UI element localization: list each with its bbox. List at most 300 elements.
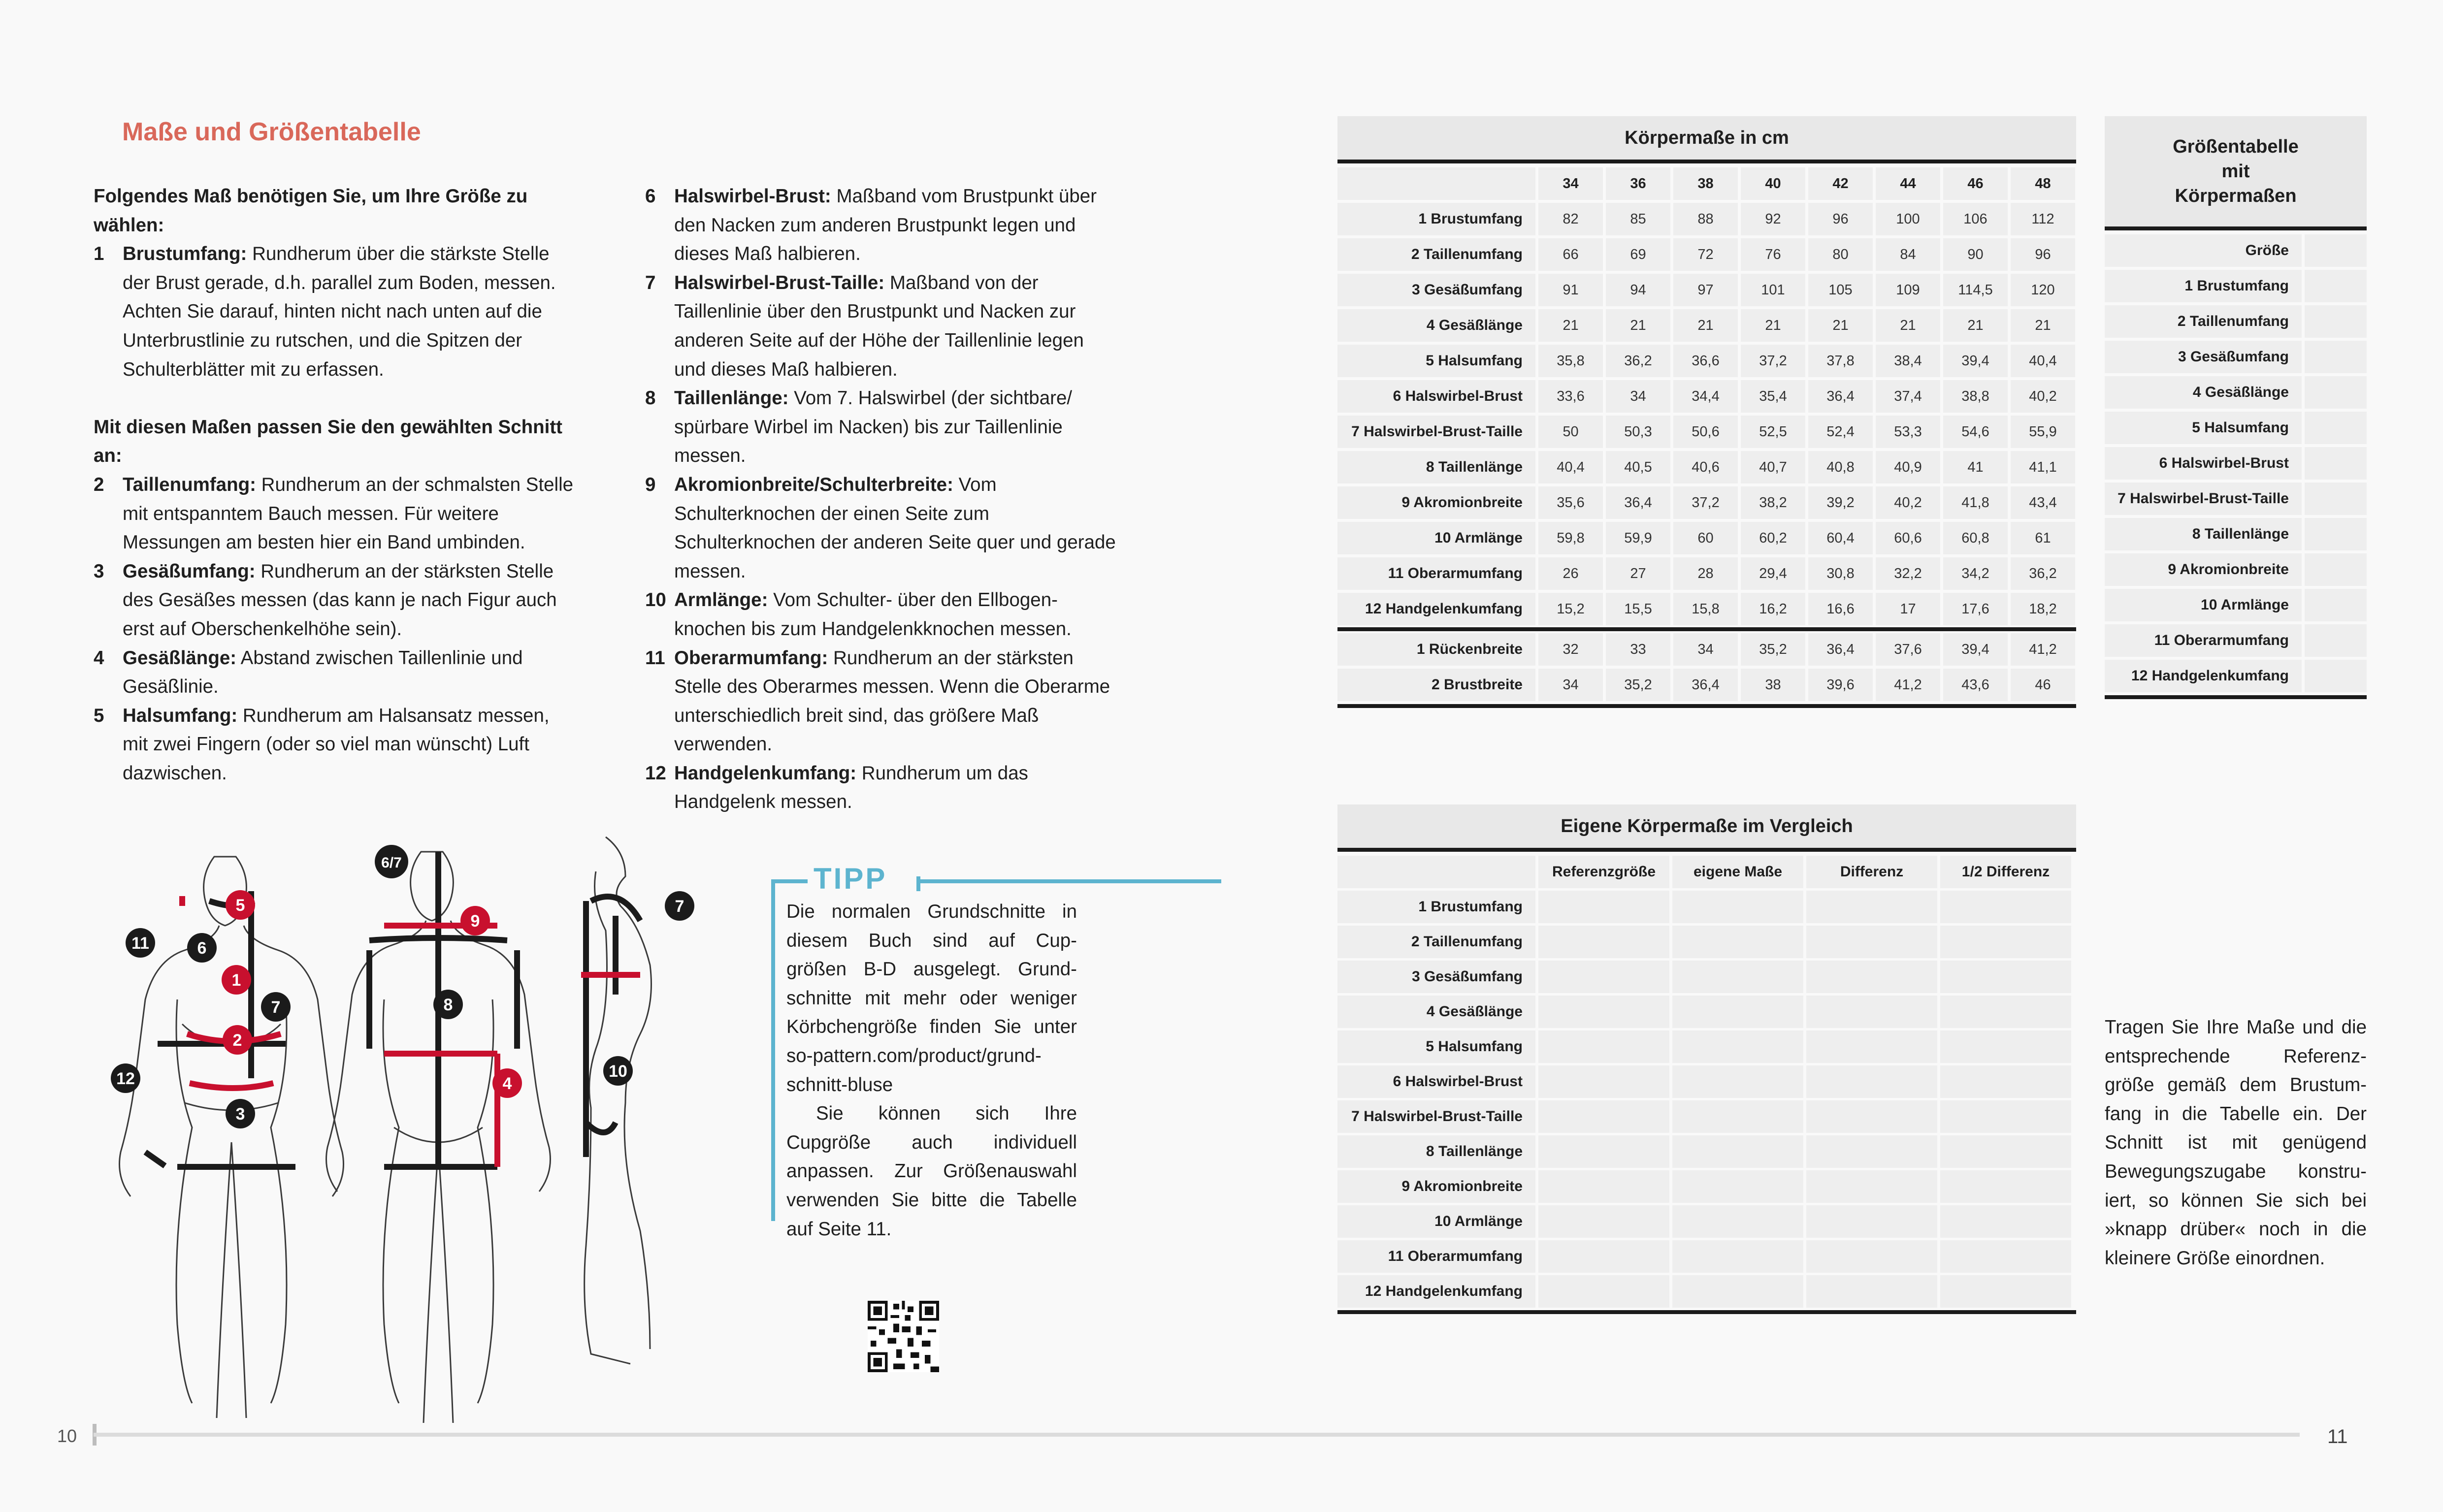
own-size-entry[interactable] [2305,234,2367,267]
compare-entry[interactable] [1672,1135,1803,1168]
measure-description: Rundherum um das Handgelenk messen. [674,762,1028,813]
measure-item [645,269,1118,384]
measure-term: Halsumfang: [123,705,238,726]
row-label: 9 Akromionbreite [1337,1170,1535,1203]
column-left [94,182,576,788]
size-header: 48 [2011,167,2075,200]
svg-text:5: 5 [235,896,245,915]
side-note: Tragen Sie Ihre Maße und die entsprechende Referenz- größe gemäß dem Brustum- fang in die Tabelle ein. Der Schnitt ist mit genügend Bewegungszugabe konstru- iert, so können Sie sich bei »knapp drüber« noch in die kleinere Größe einordnen. [2105,1017,2367,1269]
compare-entry[interactable] [1940,1065,2071,1098]
table-cell: 50,6 [1673,416,1738,448]
table-cell: 27 [1606,557,1670,590]
measure-text [674,586,1118,643]
table-cell: 34 [1538,669,1603,701]
measure-number: 5 [94,705,104,726]
marker-9 [460,906,490,935]
column-right [645,182,1118,817]
intro-size-choice: Folgendes Maß benötigen Sie, um Ihre Größe zu wählen: [94,186,528,236]
compare-entry[interactable] [1940,891,2071,923]
table-cell: 36,4 [1673,669,1738,701]
measure-text [674,759,1118,817]
table-cell: 36,4 [1808,633,1873,666]
table-cell: 17,6 [1943,593,2008,625]
table-cell: 16,6 [1808,593,1873,625]
compare-entry[interactable] [1806,996,1937,1028]
svg-text:2: 2 [232,1031,242,1050]
compare-entry[interactable] [1940,1275,2071,1308]
row-label: 1 Brustumfang [2105,270,2302,302]
measure-item [94,702,576,788]
table-cell: 15,5 [1606,593,1670,625]
row-label: 2 Brustbreite [1337,669,1535,701]
size-header: 44 [1876,167,1940,200]
size-header: 38 [1673,167,1738,200]
row-label: 11 Oberarmumfang [1337,1240,1535,1273]
own-size-entry[interactable] [2305,447,2367,480]
row-label: 5 Halsumfang [1337,345,1535,377]
table-cell: 106 [1943,203,2008,235]
comparison-table [1337,804,2076,1314]
table-cell: 94 [1606,274,1670,306]
table-cell: 36,4 [1606,486,1670,519]
svg-text:9: 9 [470,912,480,931]
tipp-title: TIPP [814,862,887,895]
section-title: Maße und Größentabelle [122,118,421,146]
table-cell: 21 [2011,309,2075,342]
marker-3 [226,1099,255,1128]
table-cell: 59,9 [1606,522,1670,554]
row-label: 7 Halswirbel-Brust-Taille [1337,1100,1535,1133]
measure-item [645,644,1118,759]
compare-entry[interactable] [1940,926,2071,958]
table-cell: 33,6 [1538,380,1603,413]
compare-entry[interactable] [1806,1170,1937,1203]
table-cell: 36,6 [1673,345,1738,377]
table-cell: 35,8 [1538,345,1603,377]
row-label: 6 Halswirbel-Brust [2105,447,2302,480]
row-label: 12 Handgelenkumfang [1337,593,1535,625]
table-cell: 39,4 [1943,633,2008,666]
svg-text:10: 10 [609,1062,627,1081]
table-cell: 35,2 [1606,669,1670,701]
table-cell: 40,4 [2011,345,2075,377]
measure-description: Maßband von der Taillenlinie über den Brustpunkt und Nacken zur anderen Seite auf der Höhe der Taillenlinie legen und dieses Maß halbieren. [674,272,1084,380]
row-label: 9 Akromionbreite [1337,486,1535,519]
own-size-table [2105,116,2367,699]
table-cell: 40,6 [1673,451,1738,483]
table-cell: 15,2 [1538,593,1603,625]
table-cell: 43,4 [2011,486,2075,519]
table-cell: 112 [2011,203,2075,235]
row-label: 12 Handgelenkumfang [2105,660,2302,692]
measure-number: 7 [645,272,656,293]
compare-entry[interactable] [1806,1100,1937,1133]
compare-entry[interactable] [1672,961,1803,993]
own-size-entry[interactable] [2305,305,2367,338]
row-label: 10 Armlänge [1337,522,1535,554]
table-cell: 37,6 [1876,633,1940,666]
svg-text:7: 7 [271,998,281,1017]
table-cell: 15,8 [1673,593,1738,625]
table-cell: 37,2 [1673,486,1738,519]
compare-entry[interactable] [1806,1240,1937,1273]
row-label: 9 Akromionbreite [2105,553,2302,586]
table-cell: 88 [1673,203,1738,235]
table-cell: 72 [1673,238,1738,271]
table-cell: 84 [1876,238,1940,271]
compare-header-blank [1337,856,1535,888]
own-size-entry[interactable] [2305,270,2367,302]
row-label: 4 Gesäßlänge [2105,376,2302,409]
row-label: 11 Oberarmumfang [2105,624,2302,657]
measure-number: 1 [94,243,104,265]
row-label: 5 Halsumfang [1337,1030,1535,1063]
table-cell: 96 [1808,203,1873,235]
row-label: 10 Armlänge [2105,589,2302,621]
page-number-right: 11 [2327,1426,2348,1448]
table-cell: 21 [1876,309,1940,342]
table-cell: 46 [2011,669,2075,701]
measure-number: 4 [94,647,104,669]
table-cell: 76 [1741,238,1805,271]
size-header: 46 [1943,167,2008,200]
table-cell: 91 [1538,274,1603,306]
table-cell: 60,6 [1876,522,1940,554]
own-size-entry[interactable] [2305,660,2367,692]
tipp-text [786,898,1077,1244]
measure-item [94,644,576,702]
compare-header: Differenz [1806,856,1937,888]
row-label: 7 Halswirbel-Brust-Taille [1337,416,1535,448]
table-cell: 52,5 [1741,416,1805,448]
row-label: 2 Taillenumfang [2105,305,2302,338]
row-label: 12 Handgelenkumfang [1337,1275,1535,1308]
row-label: 1 Rückenbreite [1337,633,1535,666]
table-cell: 21 [1808,309,1873,342]
own-size-entry[interactable] [2305,341,2367,373]
compare-entry[interactable] [1538,926,1669,958]
compare-entry[interactable] [1940,1135,2071,1168]
table-cell: 34,2 [1943,557,2008,590]
tipp-paragraph-1: Die normalen Grundschnitte in diesem Buch sind auf Cup- größen B-D ausgelegt. Grund- schnitte mit mehr oder weniger Körbchengröße finden Sie unter so-pattern.com/product/grund- schnitt-bluse [786,901,1077,1095]
table-cell: 38,4 [1876,345,1940,377]
compare-entry[interactable] [1672,1240,1803,1273]
measure-description: Abstand zwischen Taillenlinie und Gesäßlinie. [123,647,523,698]
compare-entry[interactable] [1806,1275,1937,1308]
table-cell: 54,6 [1943,416,2008,448]
table-cell: 40,4 [1538,451,1603,483]
measure-number: 11 [645,647,665,669]
compare-entry[interactable] [1672,926,1803,958]
table-cell: 29,4 [1741,557,1805,590]
row-label: 4 Gesäßlänge [1337,996,1535,1028]
table-cell: 40,2 [2011,380,2075,413]
compare-entry[interactable] [1538,1205,1669,1238]
table-cell: 35,6 [1538,486,1603,519]
measure-text [674,269,1118,384]
compare-entry[interactable] [1940,961,2071,993]
measure-text [123,240,576,384]
table-cell: 32 [1538,633,1603,666]
measure-description: Rundherum an der schmalsten Stelle mit entspanntem Bauch messen. Für weitere Messungen am besten hier ein Band umbinden. [123,474,574,553]
marker-6-7 [375,845,408,878]
compare-entry[interactable] [1538,961,1669,993]
measure-description: Rundherum an der stärksten Stelle des Gesäßes messen (das kann je nach Figur auch erst auf Oberschenkelhöhe sein). [123,560,557,640]
table-cell: 37,2 [1741,345,1805,377]
compare-entry[interactable] [1940,1205,2071,1238]
table-cell: 32,2 [1876,557,1940,590]
compare-header: Referenzgröße [1538,856,1669,888]
compare-entry[interactable] [1940,1170,2071,1203]
svg-text:7: 7 [675,897,684,916]
measure-text [674,182,1118,269]
table-cell: 36,2 [2011,557,2075,590]
compare-entry[interactable] [1672,891,1803,923]
compare-entry[interactable] [1538,1100,1669,1133]
table-cell: 43,6 [1943,669,2008,701]
row-label: 8 Taillenlänge [1337,451,1535,483]
table-cell: 21 [1673,309,1738,342]
marker-12 [111,1063,140,1093]
measure-number: 2 [94,474,104,495]
own-size-entry[interactable] [2305,376,2367,409]
table-cell: 105 [1808,274,1873,306]
table-cell: 41 [1943,451,2008,483]
measure-text [674,644,1118,759]
measure-description: Vom Schulter- über den Ellbogen- knochen bis zum Handgelenkknochen messen. [674,589,1072,640]
table-cell: 92 [1741,203,1805,235]
row-label: 11 Oberarmumfang [1337,557,1535,590]
table-cell: 21 [1538,309,1603,342]
measure-description: Vom Schulterknochen der einen Seite zum Schulterknochen der anderen Seite quer und gerade messen. [674,474,1116,582]
table-cell: 114,5 [1943,274,2008,306]
table-cell: 39,4 [1943,345,2008,377]
intro-adjust: Mit diesen Maßen passen Sie den gewählten Schnitt an: [94,416,562,467]
compare-entry[interactable] [1538,996,1669,1028]
marker-8 [433,990,463,1019]
measure-term: Taillenlänge: [674,387,789,409]
table-cell: 90 [1943,238,2008,271]
table-cell: 120 [2011,274,2075,306]
table-cell: 28 [1673,557,1738,590]
table-separator [1337,627,2076,631]
own-size-entry[interactable] [2305,483,2367,515]
compare-entry[interactable] [1672,1065,1803,1098]
tipp-paragraph-2: Sie können sich Ihre Cupgröße auch individuell anpassen. Zur Größenauswahl verwenden Sie bitte die Tabelle auf Seite 11. [786,1103,1077,1240]
table-end-line [1337,704,2076,708]
row-label: 1 Brustumfang [1337,203,1535,235]
compare-entry[interactable] [1940,996,2071,1028]
own-size-entry[interactable] [2305,624,2367,657]
measure-number: 6 [645,186,656,207]
svg-text:3: 3 [235,1105,245,1124]
table-cell: 40,7 [1741,451,1805,483]
row-label: 8 Taillenlänge [2105,518,2302,550]
compare-entry[interactable] [1672,1100,1803,1133]
compare-entry[interactable] [1672,996,1803,1028]
table-cell: 61 [2011,522,2075,554]
compare-header: eigene Maße [1672,856,1803,888]
table-cell: 41,2 [1876,669,1940,701]
measure-item [645,471,1118,586]
svg-text:8: 8 [443,996,453,1014]
measure-number: 3 [94,560,104,582]
table-cell: 21 [1606,309,1670,342]
table-cell: 36,4 [1808,380,1873,413]
svg-text:6/7: 6/7 [381,855,402,871]
marker-5 [226,890,255,920]
comparison-title: Eigene Körpermaße im Vergleich [1337,804,2076,852]
table-cell: 50 [1538,416,1603,448]
table-cell: 34,4 [1673,380,1738,413]
compare-entry[interactable] [1672,1030,1803,1063]
marker-7-side [665,891,694,921]
measure-item [645,182,1118,269]
svg-text:4: 4 [502,1074,512,1093]
compare-entry[interactable] [1806,926,1937,958]
measure-text [674,471,1118,586]
size-header-blank [1337,167,1535,200]
compare-entry[interactable] [1672,1275,1803,1308]
measure-term: Halswirbel-Brust-Taille: [674,272,885,293]
table-cell: 38,2 [1741,486,1805,519]
measure-text [123,644,576,702]
compare-entry[interactable] [1538,1240,1669,1273]
table-cell: 59,8 [1538,522,1603,554]
marker-11 [126,928,155,958]
own-size-entry[interactable] [2305,553,2367,586]
own-size-entry[interactable] [2305,589,2367,621]
svg-text:11: 11 [131,934,149,953]
svg-text:12: 12 [116,1069,135,1088]
table-cell: 60,8 [1943,522,2008,554]
table-cell: 41,2 [2011,633,2075,666]
measure-description: Rundherum am Halsansatz messen, mit zwei Fingern (oder so viel man wünscht) Luft dazwischen. [123,705,550,784]
table-cell: 97 [1673,274,1738,306]
marker-6 [187,933,217,963]
footer-rule [94,1433,2300,1437]
table-cell: 66 [1538,238,1603,271]
marker-7 [261,992,291,1022]
row-label: 6 Halswirbel-Brust [1337,380,1535,413]
measure-item [94,557,576,644]
measure-term: Gesäßlänge: [123,647,237,669]
svg-text:6: 6 [197,939,207,958]
compare-entry[interactable] [1940,1240,2071,1273]
measure-text [123,557,576,644]
own-size-entry[interactable] [2305,518,2367,550]
measure-term: Oberarmumfang: [674,647,828,669]
comparison-end-line [1337,1310,2076,1314]
qr-code[interactable] [868,1301,939,1372]
table-cell: 33 [1606,633,1670,666]
compare-entry[interactable] [1672,1205,1803,1238]
row-label: 3 Gesäßumfang [1337,961,1535,993]
table-cell: 30,8 [1808,557,1873,590]
page-number-left: 10 [57,1426,77,1446]
measure-term: Gesäßumfang: [123,560,256,582]
compare-entry[interactable] [1538,1065,1669,1098]
compare-entry[interactable] [1806,1135,1937,1168]
marker-10 [603,1056,633,1086]
measure-text [123,702,576,788]
size-header: 42 [1808,167,1873,200]
table-cell: 40,9 [1876,451,1940,483]
compare-entry[interactable] [1672,1170,1803,1203]
row-label: 5 Halsumfang [2105,412,2302,444]
compare-entry[interactable] [1538,891,1669,923]
table-cell: 40,2 [1876,486,1940,519]
table-cell: 60,2 [1741,522,1805,554]
compare-entry[interactable] [1806,1065,1937,1098]
table-cell: 69 [1606,238,1670,271]
marker-1 [222,965,251,995]
svg-text:1: 1 [231,971,241,990]
measure-term: Armlänge: [674,589,768,611]
measure-term: Akromionbreite/Schulterbreite: [674,474,953,495]
table-cell: 40,8 [1808,451,1873,483]
table-cell: 40,5 [1606,451,1670,483]
table-cell: 34 [1673,633,1738,666]
table-cell: 52,4 [1808,416,1873,448]
table-cell: 82 [1538,203,1603,235]
compare-entry[interactable] [1806,1205,1937,1238]
table-cell: 35,2 [1741,633,1805,666]
table-cell: 101 [1741,274,1805,306]
measure-number: 8 [645,387,656,409]
table-cell: 17 [1876,593,1940,625]
row-label: 10 Armlänge [1337,1205,1535,1238]
table-cell: 37,4 [1876,380,1940,413]
table-cell: 34 [1606,380,1670,413]
measure-item [645,384,1118,471]
compare-entry[interactable] [1940,1030,2071,1063]
table-cell: 38 [1741,669,1805,701]
measure-description: Vom 7. Halswirbel (der sichtbare/ spürbare Wirbel im Nacken) bis zur Taillenlinie messen. [674,387,1073,467]
size-header: 40 [1741,167,1805,200]
compare-entry[interactable] [1538,1275,1669,1308]
table-cell: 60 [1673,522,1738,554]
table-cell: 100 [1876,203,1940,235]
row-label: 4 Gesäßlänge [1337,309,1535,342]
row-label: 7 Halswirbel-Brust-Taille [2105,483,2302,515]
own-table-end-line [2105,695,2367,699]
row-label: 2 Taillenumfang [1337,238,1535,271]
size-header: 34 [1538,167,1603,200]
row-label: 3 Gesäßumfang [2105,341,2302,373]
compare-entry[interactable] [1806,1030,1937,1063]
table-cell: 41,8 [1943,486,2008,519]
table-cell: 39,6 [1808,669,1873,701]
own-size-entry[interactable] [2305,412,2367,444]
table-cell: 38,8 [1943,380,2008,413]
compare-entry[interactable] [1538,1030,1669,1063]
measure-term: Taillenumfang: [123,474,256,495]
table-cell: 41,1 [2011,451,2075,483]
table-cell: 80 [1808,238,1873,271]
measure-item [94,240,576,384]
measure-description: Rundherum über die stärkste Stelle der Brust gerade, d.h. parallel zum Boden, messen. Achten Sie darauf, hinten nicht nach unten auf die Unterbrustlinie zu rutschen, und die Spitzen der Schulterblätter mit zu erfassen. [123,243,556,380]
compare-entry[interactable] [1806,891,1937,923]
compare-entry[interactable] [1538,1170,1669,1203]
compare-entry[interactable] [1940,1100,2071,1133]
measure-description: Maßband vom Brustpunkt über den Nacken zum anderen Brustpunkt legen und dieses Maß halbieren. [674,186,1097,265]
compare-entry[interactable] [1538,1135,1669,1168]
table-cell: 39,2 [1808,486,1873,519]
compare-entry[interactable] [1806,961,1937,993]
measure-number: 12 [645,762,666,784]
row-label: 2 Taillenumfang [1337,926,1535,958]
